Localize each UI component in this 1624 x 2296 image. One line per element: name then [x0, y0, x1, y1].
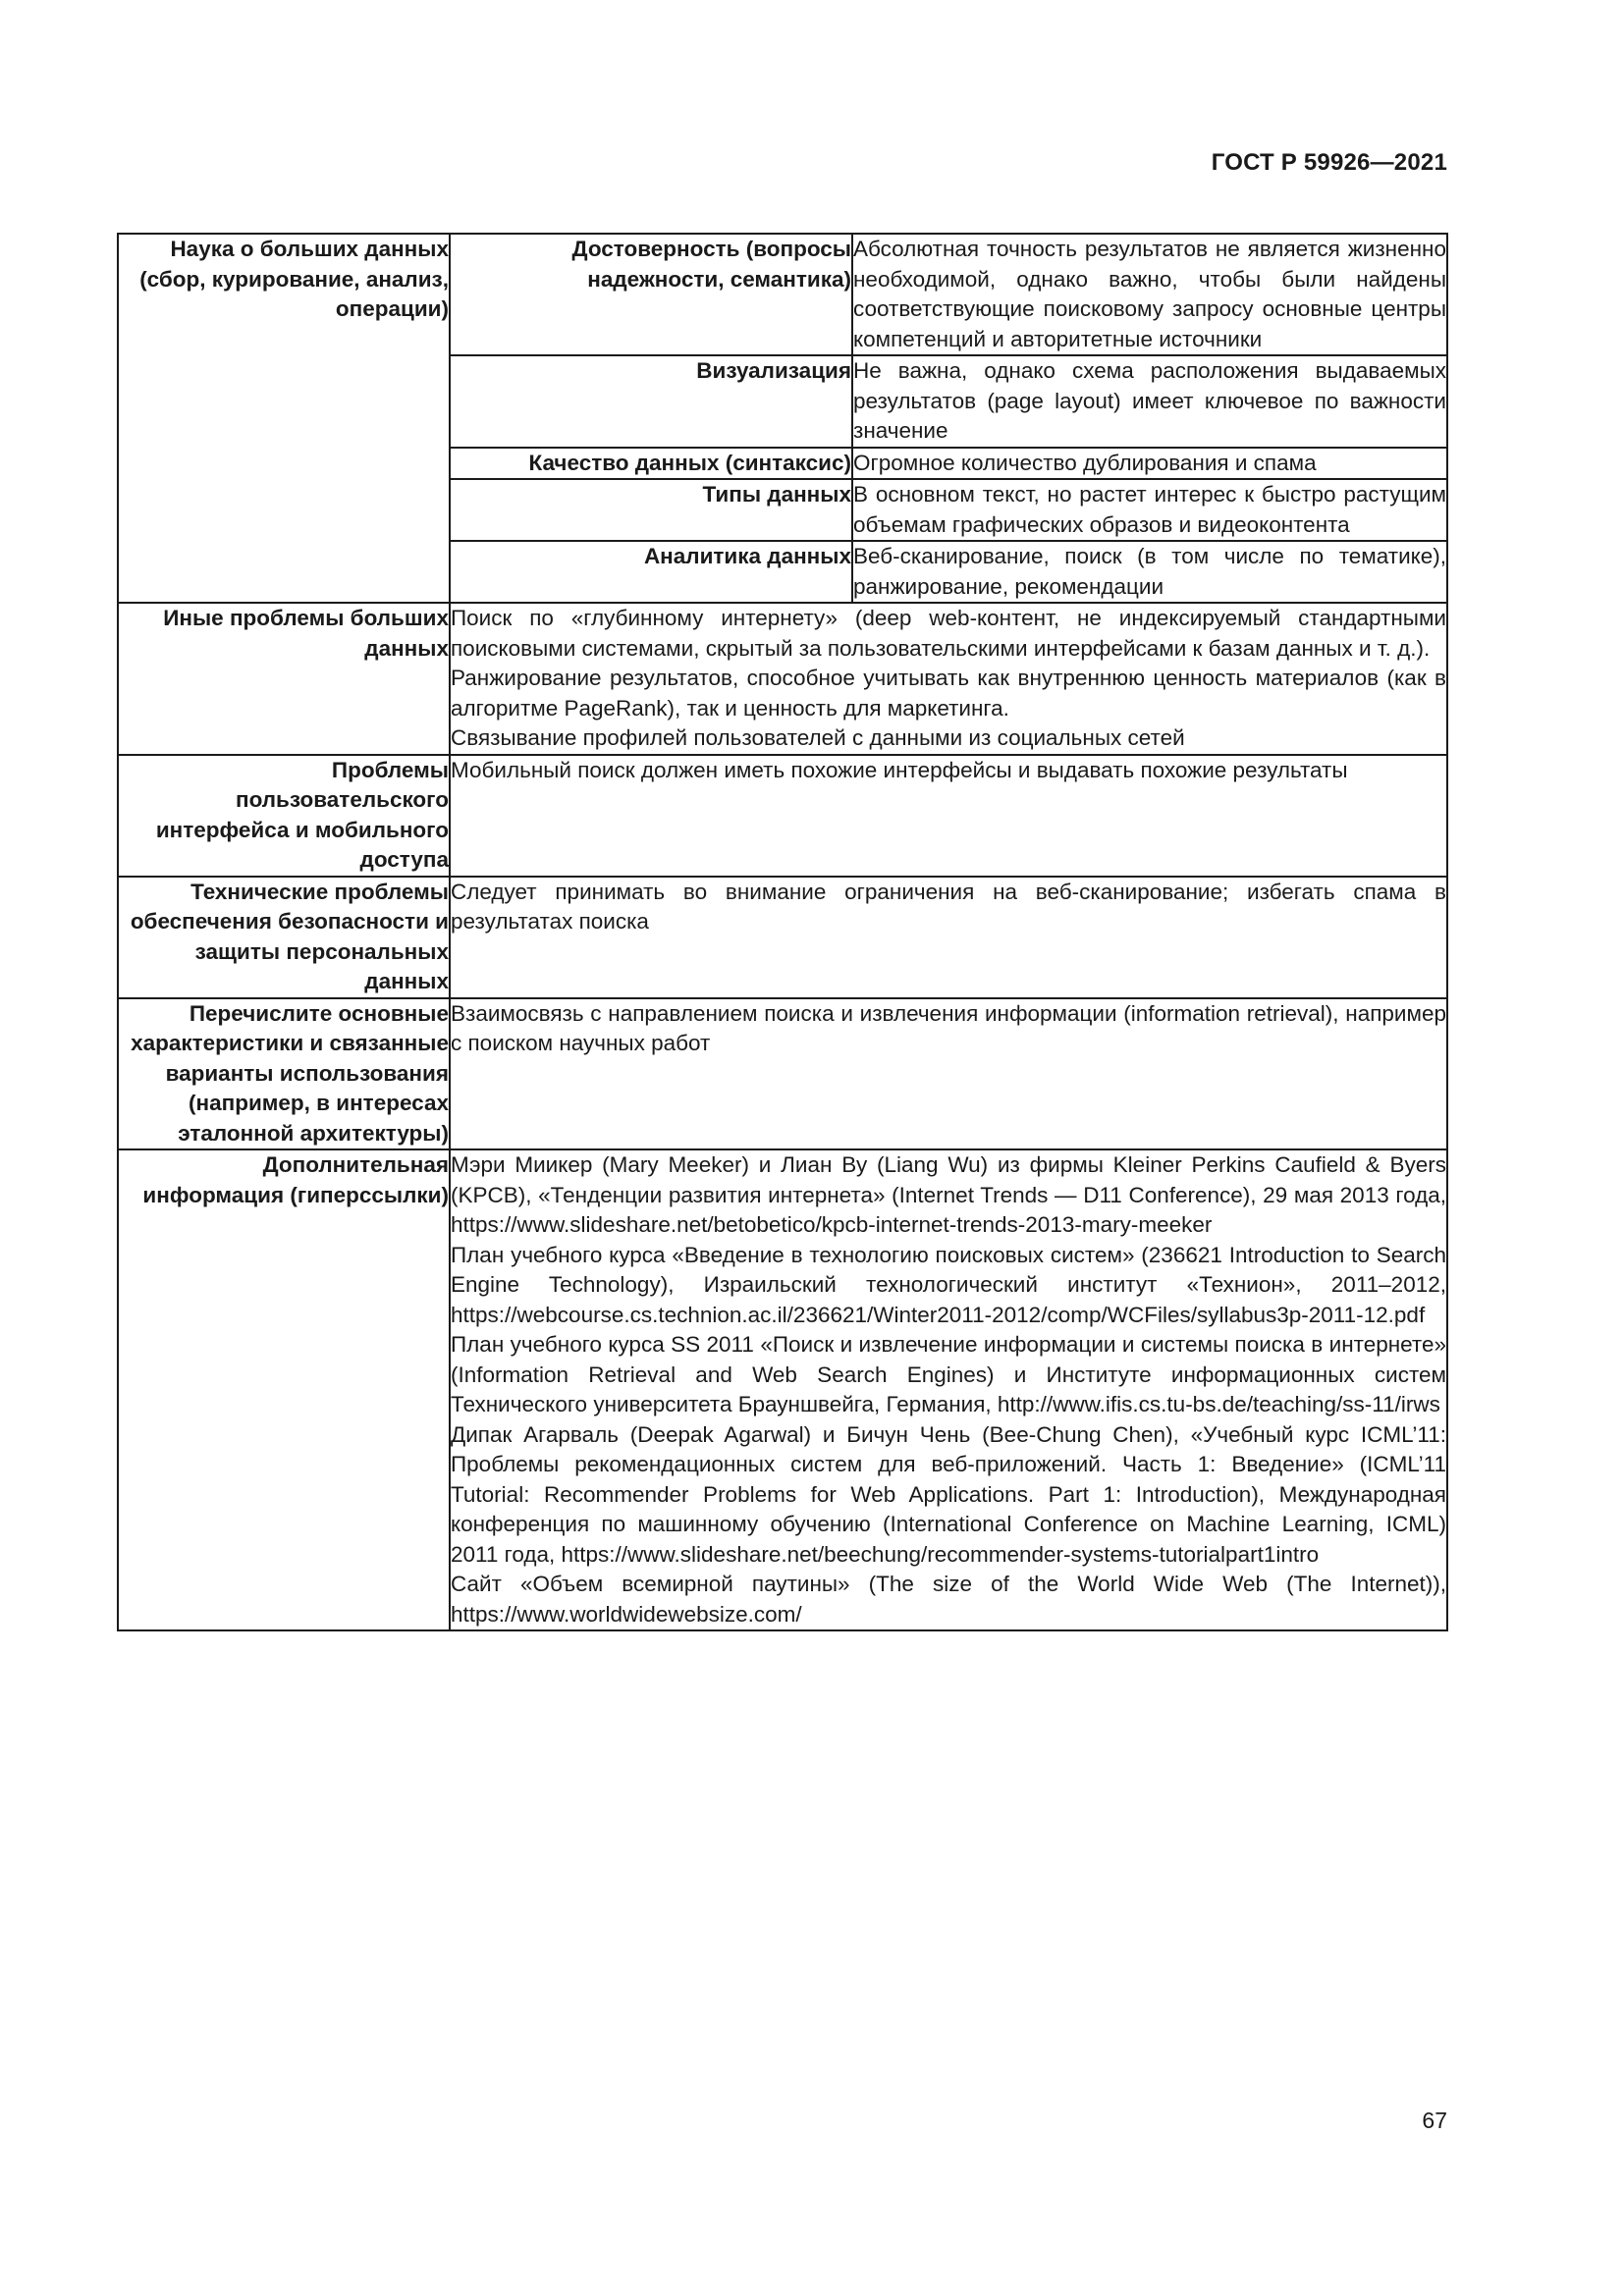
paragraph: Связывание профилей пользователей с данными из социальных сетей — [451, 725, 1185, 750]
table-row — [451, 479, 1446, 541]
paragraph: Поиск по «глубинному интернету» (deep web-контент, не индексируемый стандартными поисковыми системами, скрытый за пользовательскими интерфейсами к базам данных и т. д.). — [451, 606, 1446, 661]
table-row — [118, 1149, 1447, 1630]
table-row — [118, 877, 1447, 998]
table-row — [118, 234, 1447, 603]
page-number: 67 — [1422, 2108, 1447, 2133]
reference-paragraph: План учебного курса SS 2011 «Поиск и извлечение информации и системы поиска в интернете» (Information Retrieval and Web Search Engines) и Институте информационных систем Технического университета Брауншвейга, Германия, http://www.ifis.cs.tu-bs.de/teaching/ss-11/irws — [451, 1332, 1446, 1416]
sub-label-veracity: Достоверность (вопросы надежности, семантика) — [451, 235, 852, 355]
sub-label-data-quality: Качество данных (синтаксис) — [451, 448, 852, 480]
table-row — [451, 235, 1446, 355]
sub-value-data-types: В основном текст, но растет интерес к быстро растущим объемам графических образов и видеоконтента — [852, 479, 1446, 541]
science-subtable — [451, 235, 1446, 602]
table-row — [451, 448, 1446, 480]
paragraph: Ранжирование результатов, способное учитывать как внутреннюю ценность материалов (как в алгоритме PageRank), так и ценность для маркетинга. — [451, 666, 1446, 721]
row-value-ui-mobile: Мобильный поиск должен иметь похожие интерфейсы и выдавать похожие результаты — [450, 755, 1447, 877]
sub-label-data-types: Типы данных — [451, 479, 852, 541]
row-label-characteristics: Перечислите основные характеристики и связанные варианты использования (например, в интересах эталонной архитектуры) — [118, 998, 450, 1150]
sub-value-analytics: Веб-сканирование, поиск (в том числе по тематике), ранжирование, рекомендации — [852, 541, 1446, 602]
reference-paragraph: План учебного курса «Введение в технологию поисковых систем» (236621 Introduction to Search Engine Technology), Израильский технологический институт «Технион», 2011–2012, https://webcourse.cs.technion.ac.il/236621/Winter2011-2012/comp/WCFiles/syllabus3p-2011-12.pdf — [451, 1242, 1446, 1327]
table-row — [451, 355, 1446, 448]
reference-paragraph: Дипак Агарваль (Deepak Agarwal) и Бичун Чень (Bee-Chung Chen), «Учебный курс ICML’11: Проблемы рекомендационных систем для веб-приложений. Часть 1: Введение» (ICML’11 Tutorial: Recommender Problems for Web Applications. Part 1: Introduction), Международная конференция по машинному обучению (International Conference on Machine Learning, ICML) 2011 года, https://www.slideshare.net/beechung/recommender-systems-tutorialpart1intro — [451, 1421, 1446, 1567]
sub-value-data-quality: Огромное количество дублирования и спама — [852, 448, 1446, 480]
row-value-security: Следует принимать во внимание ограничения на веб-сканирование; избегать спама в результатах поиска — [450, 877, 1447, 998]
row-label-ui-mobile: Проблемы пользовательского интерфейса и мобильного доступа — [118, 755, 450, 877]
reference-paragraph: Мэри Миикер (Mary Meeker) и Лиан Ву (Liang Wu) из фирмы Kleiner Perkins Caufield & Byers (KPCB), «Тенденции развития интернета» (Internet Trends — D11 Conference), 29 мая 2013 года, https://www.slideshare.net/betobetico/kpcb-internet-trends-2013-mary-meeker — [451, 1152, 1446, 1237]
sub-value-visualization: Не важна, однако схема расположения выдаваемых результатов (page layout) имеет ключевое по важности значение — [852, 355, 1446, 448]
table-row — [118, 755, 1447, 877]
row-value-other-problems — [450, 603, 1447, 755]
table-row — [118, 998, 1447, 1150]
table-row — [118, 603, 1447, 755]
row-label-science: Наука о больших данных (сбор, курирование, анализ, операции) — [118, 234, 450, 603]
row-value-additional — [450, 1149, 1447, 1630]
sub-label-visualization: Визуализация — [451, 355, 852, 448]
sub-value-veracity: Абсолютная точность результатов не является жизненно необходимой, однако важно, чтобы были найдены соответствующие поисковому запросу основные центры компетенций и авторитетные источники — [853, 237, 1446, 351]
row-label-security: Технические проблемы обеспечения безопасности и защиты персональных данных — [118, 877, 450, 998]
document-header: ГОСТ Р 59926—2021 — [1211, 149, 1447, 176]
reference-paragraph: Сайт «Объем всемирной паутины» (The size of the World Wide Web (The Internet)), https://www.worldwidewebsize.com/ — [451, 1572, 1446, 1627]
row-label-other-problems: Иные проблемы больших данных — [118, 603, 450, 755]
row-label-additional: Дополнительная информация (гиперссылки) — [118, 1149, 450, 1630]
sub-label-analytics: Аналитика данных — [451, 541, 852, 602]
row-value-characteristics: Взаимосвязь с направлением поиска и извлечения информации (information retrieval), например с поиском научных работ — [450, 998, 1447, 1150]
table-row — [451, 541, 1446, 602]
use-case-table — [117, 233, 1448, 1631]
